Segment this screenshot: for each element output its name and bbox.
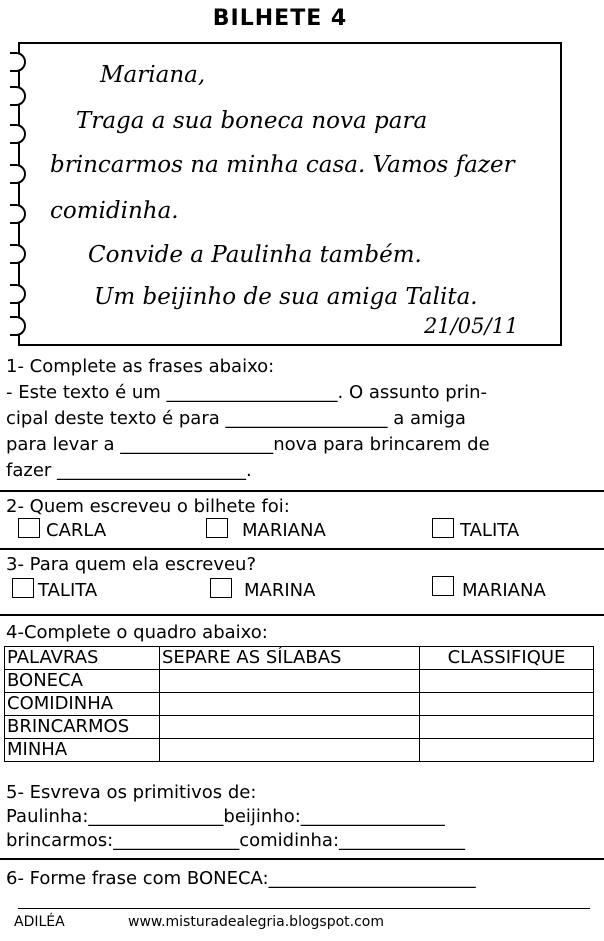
- syllable-table: [4, 646, 594, 762]
- note-line: Traga a sua boneca nova para: [76, 108, 428, 134]
- word-cell: COMIDINHA: [5, 693, 160, 716]
- note-line: brincarmos na minha casa. Vamos fazer: [50, 152, 515, 178]
- note-greeting: Mariana,: [100, 62, 206, 88]
- footer-site: www.misturadealegria.blogspot.com: [128, 914, 384, 930]
- syllable-cell[interactable]: [160, 716, 420, 739]
- note-line: comidinha.: [50, 198, 179, 224]
- classify-cell[interactable]: [420, 739, 594, 762]
- question-1-line: - Este texto é um ___________________. O assunto prin-: [6, 382, 487, 403]
- table-header: SEPARE AS SÍLABAS: [160, 647, 420, 670]
- section-divider: [0, 548, 604, 550]
- table-header: PALAVRAS: [5, 647, 160, 670]
- checkbox-mariana[interactable]: [206, 518, 228, 538]
- section-divider: [0, 614, 604, 616]
- spiral-ring: [10, 244, 26, 264]
- syllable-cell[interactable]: [160, 693, 420, 716]
- word-cell: MINHA: [5, 739, 160, 762]
- answer-line: [18, 908, 590, 909]
- classify-cell[interactable]: [420, 670, 594, 693]
- spiral-ring: [10, 164, 26, 184]
- question-2-heading: 2- Quem escreveu o bilhete foi:: [6, 496, 290, 517]
- syllable-cell[interactable]: [160, 739, 420, 762]
- option-label: TALITA: [460, 520, 520, 541]
- checkbox-mariana[interactable]: [432, 576, 454, 596]
- spiral-ring: [10, 86, 26, 106]
- option-label: MARIANA: [242, 520, 326, 541]
- table-row: [5, 739, 594, 762]
- worksheet-title: BILHETE 4: [212, 6, 348, 31]
- table-header-row: [5, 647, 594, 670]
- question-5-heading: 5- Esvreva os primitivos de:: [6, 782, 257, 803]
- note-signature-line: Um beijinho de sua amiga Talita.: [94, 284, 478, 310]
- classify-cell[interactable]: [420, 693, 594, 716]
- option-label: MARIANA: [462, 580, 546, 601]
- spiral-ring: [10, 124, 26, 144]
- checkbox-carla[interactable]: [18, 518, 40, 538]
- syllable-cell[interactable]: [160, 670, 420, 693]
- spiral-ring: [10, 284, 26, 304]
- section-divider: [0, 858, 604, 860]
- spiral-ring: [10, 204, 26, 224]
- question-1-line: fazer _____________________.: [6, 460, 252, 481]
- table-row: [5, 693, 594, 716]
- classify-cell[interactable]: [420, 716, 594, 739]
- checkbox-talita[interactable]: [12, 578, 34, 598]
- question-1-heading: 1- Complete as frases abaixo:: [6, 356, 275, 377]
- option-label: CARLA: [46, 520, 107, 541]
- note-date: 21/05/11: [424, 314, 519, 338]
- word-cell: BRINCARMOS: [5, 716, 160, 739]
- question-1-line: para levar a _________________nova para brincarem de: [6, 434, 490, 455]
- checkbox-marina[interactable]: [210, 578, 232, 598]
- section-divider: [0, 490, 604, 492]
- option-label: MARINA: [244, 580, 316, 601]
- table-row: [5, 716, 594, 739]
- footer-author: ADILÉA: [14, 914, 65, 930]
- question-1-line: cipal deste texto é para __________________ a amiga: [6, 408, 466, 429]
- question-4-heading: 4-Complete o quadro abaixo:: [6, 622, 268, 643]
- table-row: [5, 670, 594, 693]
- question-3-heading: 3- Para quem ela escreveu?: [6, 554, 257, 575]
- word-cell: BONECA: [5, 670, 160, 693]
- note-line: Convide a Paulinha também.: [88, 242, 422, 268]
- question-5-line: Paulinha:_______________beijinho:________________: [6, 806, 445, 827]
- option-label: TALITA: [38, 580, 98, 601]
- spiral-ring: [10, 52, 26, 72]
- question-5-line: brincarmos:______________comidinha:______________: [6, 830, 466, 851]
- checkbox-talita[interactable]: [432, 518, 454, 538]
- spiral-ring: [10, 316, 26, 336]
- table-header: CLASSIFIQUE: [420, 647, 594, 670]
- question-6-heading: 6- Forme frase com BONECA:_______________________: [6, 868, 476, 889]
